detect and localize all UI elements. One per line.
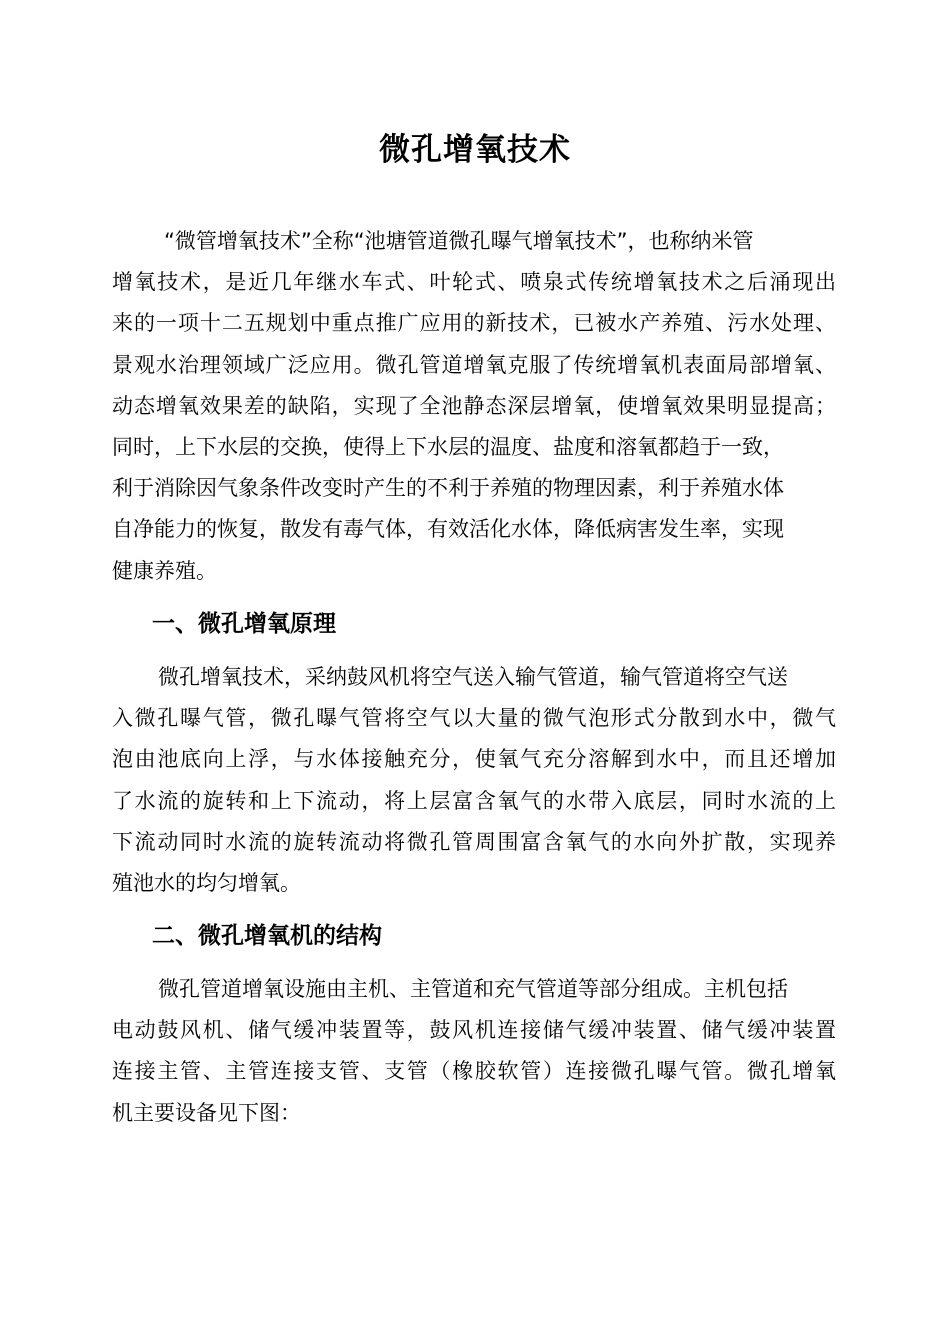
structure-line: 电动鼓风机、储气缓冲装置等，鼓风机连接储气缓冲装置、储气缓冲装置 — [112, 1018, 836, 1043]
structure-paragraph — [112, 969, 842, 1134]
document-title: 微孔增氧技术 — [379, 132, 571, 168]
intro-line: 来的一项十二五规划中重点推广应用的新技术，已被水产养殖、污水处理、 — [112, 311, 836, 336]
intro-line: 同时，上下水层的交换，使得上下水层的温度、盐度和溶氧都趋于一致， — [112, 434, 784, 459]
structure-line: 连接主管、主管连接支管、支管（橡胶软管）连接微孔曝气管。微孔增氧 — [112, 1059, 836, 1084]
intro-line: 动态增氧效果差的缺陷，实现了全池静态深层增氧，使增氧效果明显提高； — [112, 393, 836, 418]
section-heading-principle: 一、微孔增氧原理 — [152, 611, 336, 637]
principle-line: 殖池水的均匀增氧。 — [112, 870, 301, 895]
principle-line: 了水流的旋转和上下流动，将上层富含氧气的水带入底层，同时水流的上 — [112, 788, 836, 813]
principle-line: 泡由池底向上浮，与水体接触充分，使氧气充分溶解到水中，而且还增加 — [112, 747, 836, 772]
section-heading-structure: 二、微孔增氧机的结构 — [152, 923, 382, 949]
intro-line: 景观水治理领域广泛应用。微孔管道增氧克服了传统增氧机表面局部增氧、 — [112, 352, 836, 377]
intro-line: 利于消除因气象条件改变时产生的不利于养殖的物理因素，利于养殖水体 — [112, 476, 784, 501]
principle-line: 微孔增氧技术，采纳鼓风机将空气送入输气管道，输气管道将空气送 — [158, 665, 788, 689]
structure-line: 微孔管道增氧设施由主机、主管道和充气管道等部分组成。主机包括 — [158, 977, 788, 1001]
principle-line: 入微孔曝气管，微孔曝气管将空气以大量的微气泡形式分散到水中，微气 — [112, 706, 836, 731]
intro-line: 自净能力的恢复，散发有毒气体，有效活化水体，降低病害发生率，实现 — [112, 517, 784, 542]
principle-paragraph — [112, 657, 842, 904]
intro-line: “微管增氧技术”全称“池塘管道微孔曝气增氧技术”，也称纳米管 — [164, 229, 754, 253]
intro-paragraph — [112, 221, 842, 592]
structure-line: 机主要设备见下图： — [112, 1100, 301, 1125]
intro-line: 增氧技术，是近几年继水车式、叶轮式、喷泉式传统增氧技术之后涌现出 — [112, 270, 836, 295]
intro-line: 健康养殖。 — [112, 558, 217, 583]
principle-line: 下流动同时水流的旋转流动将微孔管周围富含氧气的水向外扩散，实现养 — [112, 829, 836, 854]
